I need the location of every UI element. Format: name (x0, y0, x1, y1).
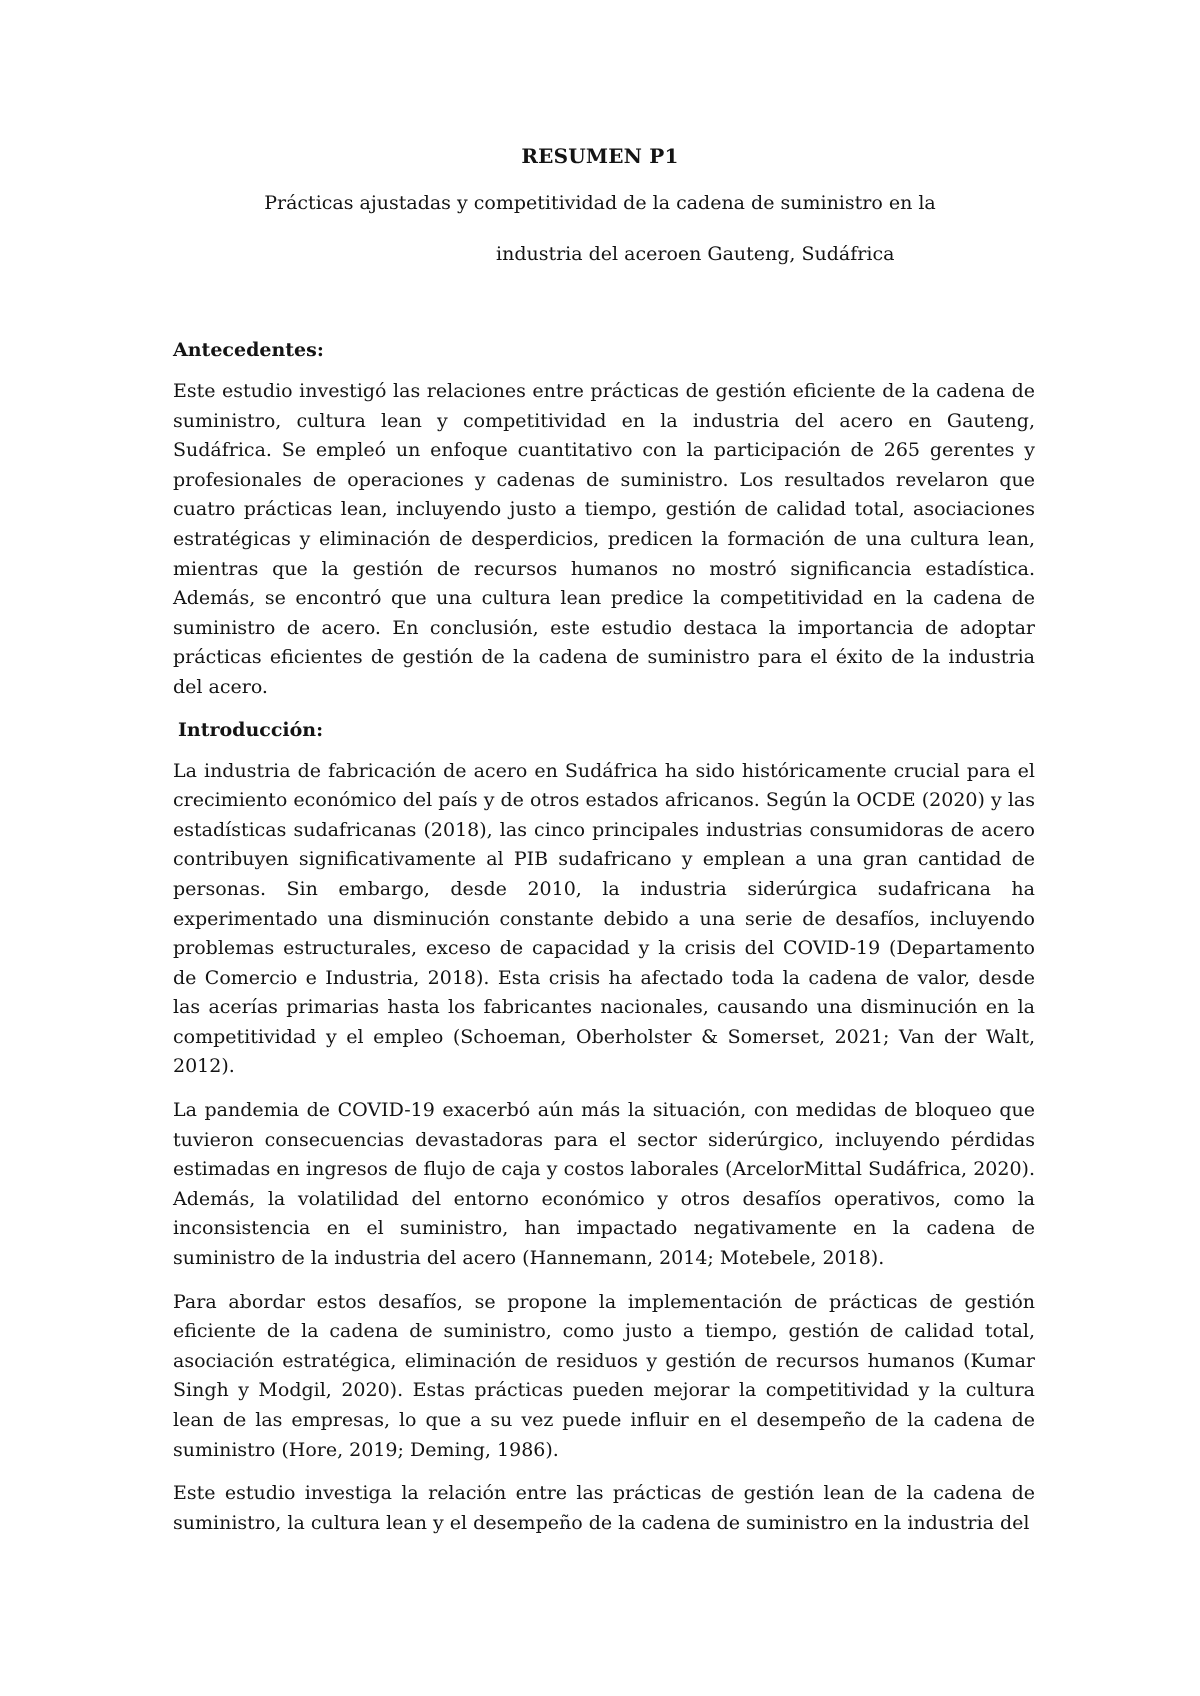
document-subtitle-line-1: Prácticas ajustadas y competitividad de la cadena de suministro en la (264, 192, 936, 214)
section-heading-antecedentes: Antecedentes: (173, 339, 324, 361)
paragraph-introduccion-4: Este estudio investiga la relación entre las prácticas de gestión lean de la cadena de suministro, la cultura lean y el desempeño de la cadena de suministro en la industria del (173, 1482, 1035, 1534)
document-subtitle-line-2: industria del aceroen Gauteng, Sudáfrica (496, 243, 895, 265)
document-body (173, 337, 1035, 1538)
paragraph-introduccion-3: Para abordar estos desafíos, se propone la implementación de prácticas de gestión eficiente de la cadena de suministro, como justo a tiempo, gestión de calidad total, asociación estratégica, eliminación de residuos y gestión de recursos humanos (Kumar Singh y Modgil, 2020). Estas prácticas pueden mejorar la competitividad y la cultura lean de las empresas, lo que a su vez puede influir en el desempeño de la cadena de suministro (Hore, 2019; Deming, 1986). (173, 1290, 1035, 1461)
section-heading-introduccion: Introducción: (178, 718, 324, 741)
paragraph-introduccion-2: La pandemia de COVID-19 exacerbó aún más la situación, con medidas de bloqueo que tuvieron consecuencias devastadoras para el sector siderúrgico, incluyendo pérdidas estimadas en ingresos de flujo de caja y costos laborales (ArcelorMittal Sudáfrica, 2020). Además, la volatilidad del entorno económico y otros desafíos operativos, como la inconsistencia en el suministro, han impactado negativamente en la cadena de suministro de la industria del acero (Hannemann, 2014; Motebele, 2018). (173, 1099, 1035, 1270)
paragraph-introduccion-1: La industria de fabricación de acero en Sudáfrica ha sido históricamente crucial para el crecimiento económico del país y de otros estados africanos. Según la OCDE (2020) y las estadísticas sudafricanas (2018), las cinco principales industrias consumidoras de acero contribuyen significativamente al PIB sudafricano y emplean a una gran cantidad de personas. Sin embargo, desde 2010, la industria siderúrgica sudafricana ha experimentado una disminución constante debido a una serie de desafíos, incluyendo problemas estructurales, exceso de capacidad y la crisis del COVID-19 (Departamento de Comercio e Industria, 2018). Esta crisis ha afectado toda la cadena de valor, desde las acerías primarias hasta los fabricantes nacionales, causando una disminución en la competitividad y el empleo (Schoeman, Oberholster & Somerset, 2021; Van der Walt, 2012). (173, 759, 1035, 1078)
document-title: RESUMEN P1 (521, 144, 679, 168)
paragraph-antecedentes-1: Este estudio investigó las relaciones entre prácticas de gestión eficiente de la cadena de suministro, cultura lean y competitividad en la industria del acero en Gauteng, Sudáfrica. Se empleó un enfoque cuantitativo con la participación de 265 gerentes y profesionales de operaciones y cadenas de suministro. Los resultados revelaron que cuatro prácticas lean, incluyendo justo a tiempo, gestión de calidad total, asociaciones estratégicas y eliminación de desperdicios, predicen la formación de una cultura lean, mientras que la gestión de recursos humanos no mostró significancia estadística. Además, se encontró que una cultura lean predice la competitividad en la cadena de suministro de acero. En conclusión, este estudio destaca la importancia de adoptar prácticas eficientes de gestión de la cadena de suministro para el éxito de la industria del acero. (173, 380, 1035, 698)
